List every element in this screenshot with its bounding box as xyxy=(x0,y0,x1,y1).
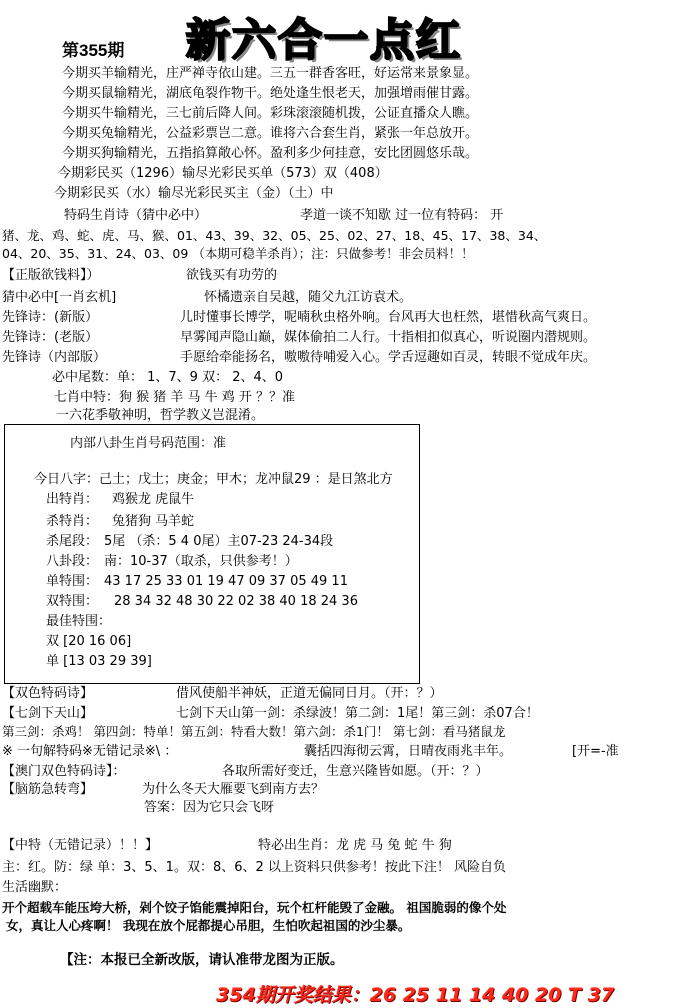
issue-number: 第355期 xyxy=(62,41,125,60)
weishu: 必中尾数：单： 1、7、9 双： 2、4、0 xyxy=(52,370,284,385)
xianfeng-text: 手愿给牵能扬名，嗷嗷待哺爱入心。学舌逗趣如百灵，转眼不觉成年庆。 xyxy=(180,350,597,365)
box-best-shuang: 双 [20 16 06] xyxy=(46,634,132,649)
aomen-text: 各取所需好变迁，生意兴隆皆如愿。（开：？） xyxy=(222,764,489,779)
box-chu-label: 出特肖： xyxy=(46,492,99,507)
tema-label: 特码生肖诗（猜中必中） xyxy=(64,208,208,223)
box-shuang-label: 双特围： xyxy=(46,594,99,609)
zhengban-label: 【正版欲钱料】） xyxy=(2,268,100,283)
shuangse-label: 【双色特码诗】 xyxy=(2,686,94,701)
caibao-line: 今期彩民买（1296）输尽光彩民买单（573）双（408） xyxy=(58,166,388,181)
masthead-title: 新六合一点红 xyxy=(186,15,462,66)
xianfeng-label: 先锋诗（内部版） xyxy=(2,350,107,365)
box-duan-value: 5尾 （杀：5 4 0尾）主07-23 24-34段 xyxy=(104,534,334,549)
caizhong-label: 猜中必中[一肖玄机] xyxy=(2,290,117,305)
caizhong-text: 怀橘遗亲自吴越，随父九江访袁术。 xyxy=(204,290,413,305)
qijian-text: 七剑下天山第一剑：杀绿波！第二剑：1尾！第三剑：杀07合！ xyxy=(176,706,539,721)
tema-numbers: 猪、龙、鸡、蛇、虎、马、猴、01、43、39、32、05、25、02、27、18、45、17、38、34、 xyxy=(2,228,547,243)
box-bagua-label: 八卦段： xyxy=(46,554,99,569)
yiju-tail: [开=-准 xyxy=(572,744,619,759)
qijian-label: 【七剑下天山】 xyxy=(2,706,94,721)
lottery-result: 354期开奖结果：26 25 11 14 40 20 T 37 xyxy=(216,984,615,1006)
poem-line: 今期买鼠输精光，湖底龟裂作物干。绝处逢生恨老天，加强增雨催甘露。 xyxy=(62,86,479,101)
naojin-answer: 答案：因为它只会飞呀 xyxy=(144,800,275,815)
box-bagua-value: 南：10-37（取杀，只供参考！） xyxy=(104,554,298,569)
naojin-label: 【脑筋急转弯】 xyxy=(2,782,94,797)
xianfeng-text: 儿时懂事长博学，呢喃秋虫格外响。台风再大也枉然，堪惜秋高气爽日。 xyxy=(180,310,597,325)
xianfeng-label: 先锋诗：(老版） xyxy=(2,330,99,345)
shuangse-text: 借风使船半神妖，正道无偏同日月。（开：？） xyxy=(176,686,443,701)
tema-line: 孝道一谈不知歇 过一位有特码： 开 xyxy=(300,208,504,223)
poem-line: 今期买牛输精光，三七前后降人间。彩珠滚滚随机拨，公证直播众人瞧。 xyxy=(62,106,479,121)
zhu-line: 主：红。防：绿 单：3、5、1。双：8、6、2 以上资料只供参考！按此下注！ 风险自负 xyxy=(2,860,507,875)
box-duan-label: 杀尾段： xyxy=(46,534,99,549)
caibao-line: 今期彩民买（水）输尽光彩民买主（金）（土）中 xyxy=(54,186,334,201)
box-best-label: 最佳特围： xyxy=(46,614,112,629)
aomen-label: 【澳门双色特码诗】： xyxy=(2,764,126,779)
poem-line: 今期买狗输精光，五指掐算敞心怀。盈利多少何挂意，安比团圆悠乐哉。 xyxy=(62,146,479,161)
box-title: 内部八卦生肖号码范围：准 xyxy=(70,436,227,451)
box-chu-value: 鸡猴龙 虎鼠牛 xyxy=(112,492,195,507)
yiju-label: ※ 一句解特码※无错记录※\ ： xyxy=(2,744,178,759)
box-dan-label: 单特围： xyxy=(46,574,99,589)
zhengban-text: 欲钱买有功劳的 xyxy=(186,268,278,283)
box-bazi: 今日八字：己土；戊土；庚金；甲木；龙冲鼠29 ：是日煞北方 xyxy=(34,472,393,487)
shenghuo-text: 开个超载车能压垮大桥，剁个饺子馅能震掉阳台，玩个杠杆能毁了金融。 祖国脆弱的像个处 xyxy=(2,900,507,915)
box-sha-value: 兔猪狗 马羊蛇 xyxy=(112,514,195,529)
shenghuo-label: 生活幽默： xyxy=(2,880,68,895)
naojin-question: 为什么冬天大雁要飞到南方去？ xyxy=(142,782,325,797)
liuhua: 一六花季敬神明，哲学教义岂混淆。 xyxy=(56,408,265,423)
poem-line: 今期买羊输精光，庄严禅寺依山建。三五一群香客旺，好运常来景象显。 xyxy=(62,66,479,81)
notice: 【注：本报已全新改版，请认准带龙图为正版。 xyxy=(60,952,344,968)
yiju-text: 囊括四海彻云霄，日晴夜雨兆丰年。 xyxy=(304,744,513,759)
tema-numbers: 04、20、35、31、24、03、09 （本期可稳羊杀肖）；注：只做参考！非会员料！！ xyxy=(2,246,474,261)
box-sha-label: 杀特肖： xyxy=(46,514,99,529)
qijian-text: 第三剑：杀鸡！ 第四剑：特单！第五剑：特看大数！第六剑：杀1门！ 第七剑：看马猪鼠龙 xyxy=(2,724,506,739)
xianfeng-label: 先锋诗：(新版） xyxy=(2,310,99,325)
box-shuang-value: 28 34 32 48 30 22 02 38 40 18 24 36 xyxy=(114,594,358,609)
poem-line: 今期买兔输精光，公益彩票岂二意。谁将六合套生肖，紧张一年总放开。 xyxy=(62,126,479,141)
shenghuo-text: 女，真让人心疼啊！ 我现在放个屁都提心吊胆，生怕吹起祖国的沙尘暴。 xyxy=(6,918,411,933)
qishang: 七肖中特：狗 猴 猪 羊 马 牛 鸡 开 ？？准 xyxy=(54,390,296,405)
box-best-dan: 单 [13 03 29 39] xyxy=(46,654,152,669)
zhongte-label: 【中特（无错记录）！！】 xyxy=(2,838,159,853)
box-dan-value: 43 17 25 33 01 19 47 09 37 05 49 11 xyxy=(104,574,348,589)
xianfeng-text: 早雾闻声隐山巅，媒体偷拍二人行。十指相扣似真心，听说圈内潜规则。 xyxy=(180,330,597,345)
zhongte-text: 特必出生肖：龙 虎 马 兔 蛇 牛 狗 xyxy=(258,838,452,853)
